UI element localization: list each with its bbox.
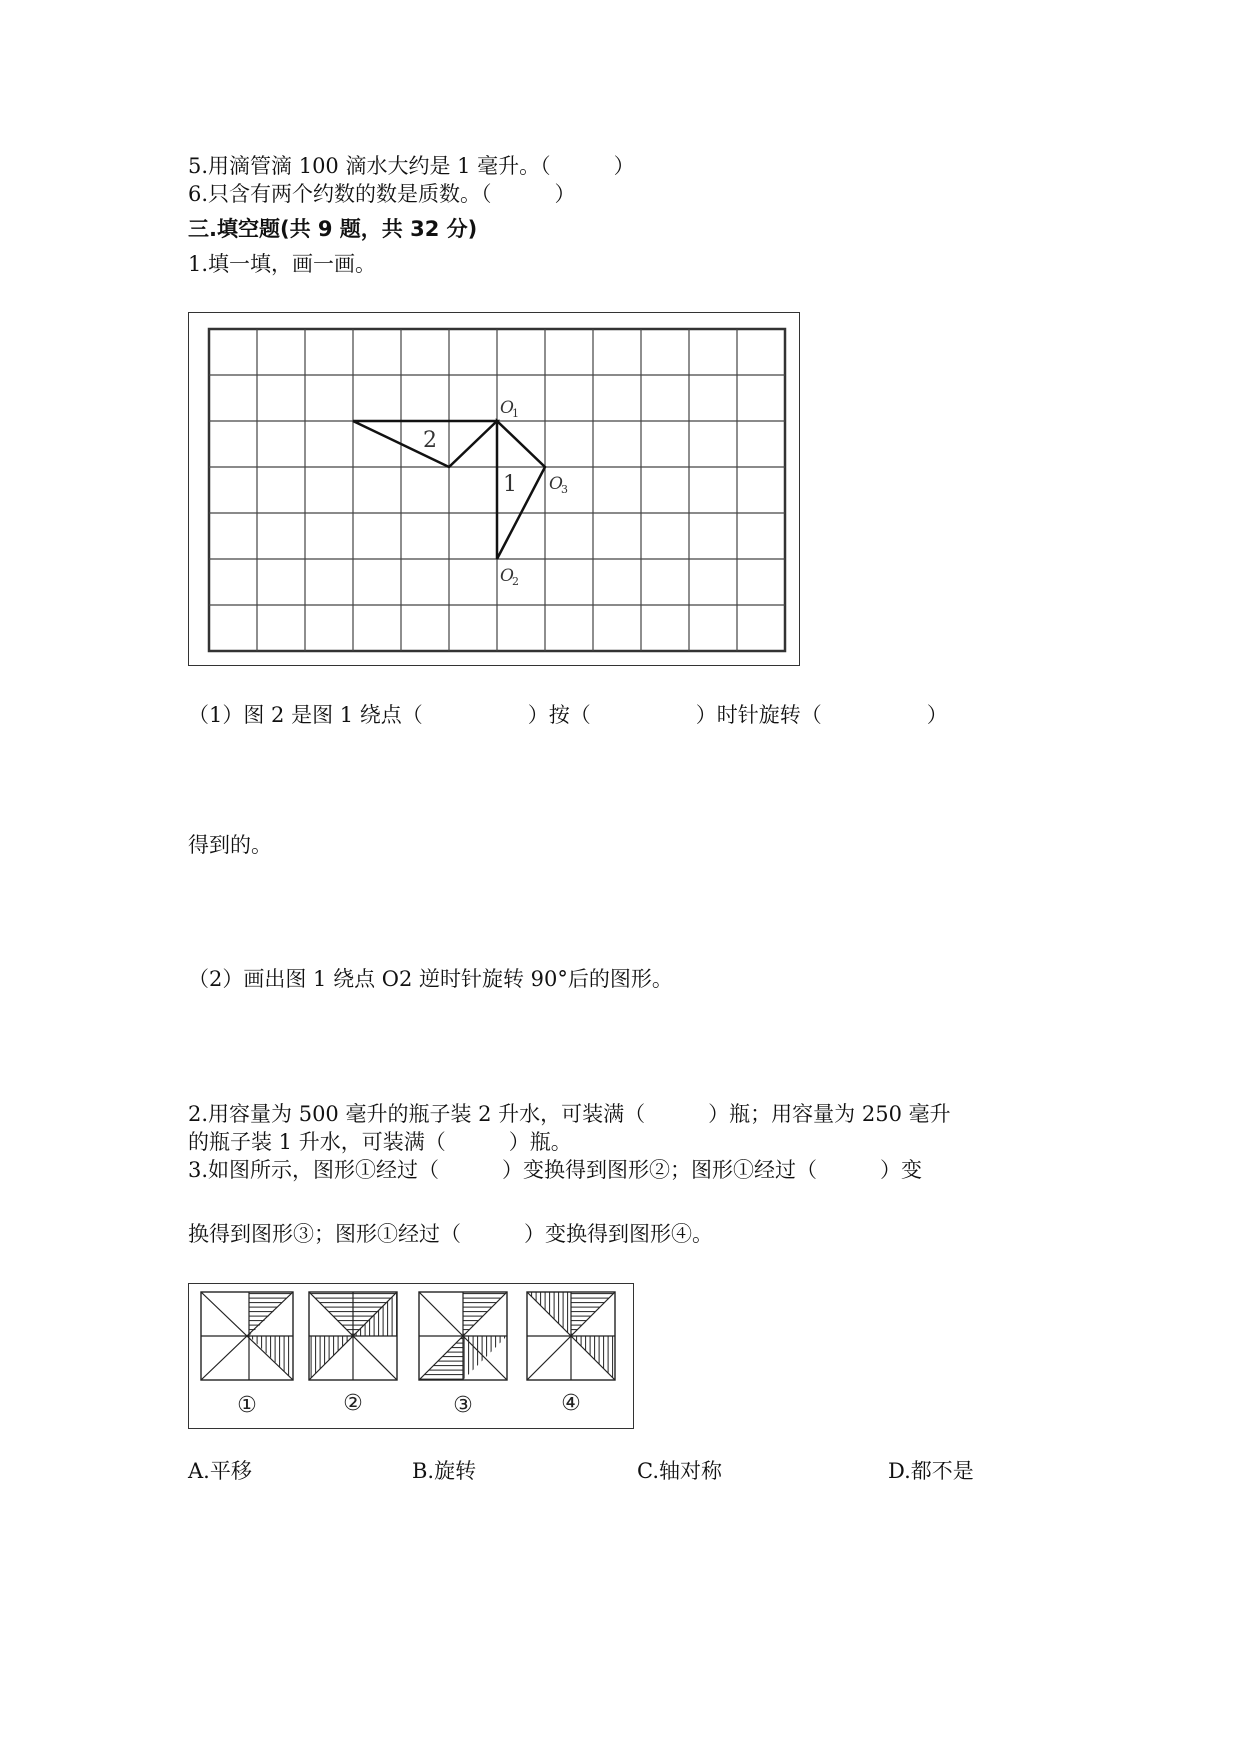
- question-1-part-1: （1）图 2 是图 1 绕点（ ）按（ ）时针旋转（ ）: [188, 703, 948, 727]
- option-d[interactable]: D.都不是: [888, 1459, 974, 1483]
- judgement-question-5: 5.用滴管滴 100 滴水大约是 1 毫升。（ ）: [188, 154, 635, 178]
- section-heading: 三.填空题(共 9 题，共 32 分): [188, 217, 478, 241]
- option-c[interactable]: C.轴对称: [637, 1459, 722, 1483]
- figure-2-label: 2: [423, 428, 437, 453]
- pattern-4: [527, 1292, 615, 1380]
- option-a[interactable]: A.平移: [188, 1459, 252, 1483]
- transformation-patterns-figure: [188, 1283, 634, 1429]
- pattern-4-label: ④: [561, 1391, 581, 1416]
- question-2-line-1: 2.用容量为 500 毫升的瓶子装 2 升水，可装满（ ）瓶；用容量为 250 毫升: [188, 1102, 951, 1126]
- point-o1-label: O: [500, 398, 514, 418]
- pattern-2: [309, 1292, 397, 1380]
- rotation-grid-figure: [188, 312, 800, 666]
- question-1-part-1-continued: 得到的。: [188, 833, 272, 857]
- point-o1-subscript: 1: [512, 407, 519, 420]
- pattern-2-label: ②: [343, 1391, 363, 1416]
- pattern-1: [201, 1292, 293, 1380]
- pattern-3: [419, 1292, 507, 1380]
- question-3-line-1: 3.如图所示，图形①经过（ ）变换得到图形②；图形①经过（ ）变: [188, 1158, 923, 1182]
- point-o2-label: O: [500, 566, 514, 586]
- question-3-line-2: 换得到图形③；图形①经过（ ）变换得到图形④。: [188, 1222, 713, 1246]
- option-b[interactable]: B.旋转: [412, 1459, 477, 1483]
- rotation-grid-svg: [189, 313, 801, 667]
- pattern-3-label: ③: [453, 1393, 473, 1418]
- transformation-patterns-svg: [189, 1284, 635, 1430]
- judgement-question-6: 6.只含有两个约数的数是质数。（ ）: [188, 182, 576, 206]
- point-o3-subscript: 3: [561, 483, 568, 496]
- point-o3-label: O: [549, 474, 563, 494]
- question-1-title: 1.填一填，画一画。: [188, 252, 377, 276]
- question-2-line-2: 的瓶子装 1 升水，可装满（ ）瓶。: [188, 1130, 572, 1154]
- pattern-1-label: ①: [237, 1393, 257, 1418]
- figure-1-label: 1: [503, 472, 517, 497]
- question-1-part-2: （2）画出图 1 绕点 O2 逆时针旋转 90°后的图形。: [188, 967, 673, 991]
- point-o2-subscript: 2: [512, 575, 519, 588]
